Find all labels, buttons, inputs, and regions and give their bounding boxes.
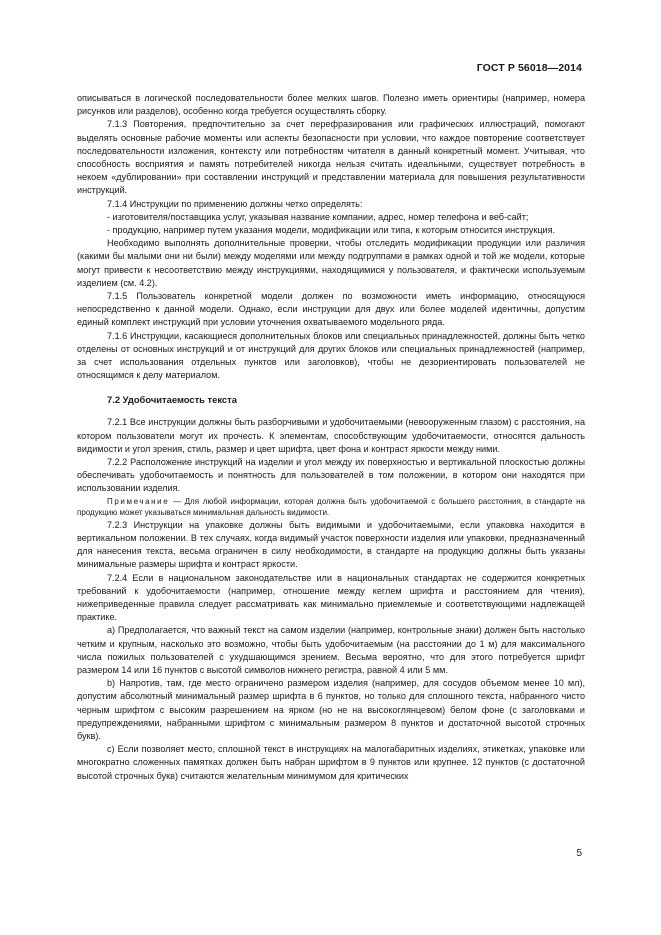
section-heading-7-2: 7.2 Удобочитаемость текста [107, 394, 237, 406]
note-text: — Для любой информации, которая должна быть удобочитаемой с большего расстояния, в стандарте на продукцию может указываться минимальная дальность видимости. [77, 496, 585, 518]
paragraph-7-1-6: 7.1.6 Инструкции, касающиеся дополнительных блоков или специальных принадлежностей, должны быть четко отделены от основных инструкций и от инструкций для других блоков или специальных принадлежностей (например, за счет использования отдельных пунктов или заголовков), чтобы не дезориентировать пользователей не относящимся к делу материалом. [77, 330, 585, 381]
page-number: 5 [576, 848, 582, 859]
paragraph-item-c: c) Если позволяет место, сплошной текст в инструкциях на малогабаритных изделиях, этикетках, упаковке или многократно сложенных памятках должен быть набран шрифтом в 9 пунктов или крупнее. 12 пунктов (с достаточной высотой строчных букв) считаются желательным минимумом для критических [77, 744, 585, 781]
paragraph-item-b: b) Напротив, там, где место ограничено размером изделия (например, для сосудов объемом менее 10 мл), допустим абсолютный минимальный размер шрифта в 6 пунктов, но только для сплошного текста, набранного чисто черным шрифтом с высоким разрешением на ярком (но не на высокоглянцевом) белом фоне (с заголовками и предупреждениями, набранными шрифтом с минимальным размером 8 пунктов и достаточной высотой строчных букв). [77, 678, 585, 741]
paragraph-7-1-4: 7.1.4 Инструкции по применению должны четко определять: [107, 198, 363, 209]
paragraph-7-2-1: 7.2.1 Все инструкции должны быть разборчивыми и удобочитаемыми (невооруженным глазом) с расстояния, на котором пользователи могут их прочесть. К элементам, способствующим удобочитаемости, относятся дальность видимости и угол зрения, стиль, размер и цвет шрифта, цвет фона и контраст яркости между ними. [77, 417, 585, 454]
paragraph-7-1-3: 7.1.3 Повторения, предпочтительно за счет перефразирования или графических иллюстраций, помогают выделять основные рабочие моменты или аспекты безопасности при условии, что каждое повторение соответствует последовательности изложения, контексту или потребностям читателя в данный конкретный момент. Учитывая, что способность восприятия и память потребителей никогда нельзя считать идеальными, существует потребность в некоем «дублировании» при составлении инструкций и представлении материала для повышения результативности инструкций. [77, 119, 585, 196]
paragraph-continuation: описываться в логической последовательности более мелких шагов. Полезно иметь ориентиры (например, номера рисунков или разделов), особенно когда требуется осуществлять сборку. [77, 93, 585, 117]
paragraph-checks: Необходимо выполнять дополнительные проверки, чтобы отследить модификации продукции или различия (какими бы малыми они ни были) между моделями или между подгруппами в рамках одной и той же модели, которые могут привести к несоответствию между инструкциями, находящимися у пользователя, и фактически используемым изделием (см. 4.2). [77, 238, 585, 288]
note [77, 496, 585, 519]
list-item-product: - продукцию, например путем указания модели, модификации или типа, к которым относится инструкция. [107, 225, 556, 236]
paragraph-7-1-5: 7.1.5 Пользователь конкретной модели должен по возможности иметь информацию, относящуюся непосредственно к данной модели. Однако, если инструкции для двух или более моделей идентичны, допустим единый комплект инструкций при условии уточнения охватываемого модельного ряда. [77, 291, 585, 328]
note-label: Примечание [107, 496, 170, 506]
paragraph-item-a: a) Предполагается, что важный текст на самом изделии (например, контрольные знаки) должен быть настолько четким и крупным, насколько это возможно, чтобы быть удобочитаемым (на расстоянии до 1 м) для максимального числа пожилых пользователей с ухудшающимся зрением. Весьма вероятно, что для этого потребуется шрифт размером 14 или 16 пунктов с высотой символов нижнего регистра, равной 4 или 5 мм. [77, 625, 585, 675]
standard-header: ГОСТ Р 56018—2014 [476, 62, 582, 74]
document-body [77, 92, 585, 783]
paragraph-7-2-3: 7.2.3 Инструкции на упаковке должны быть видимыми и удобочитаемыми, если упаковка находится в вертикальном положении. В тех случаях, когда видимый участок поверхности изделия или упаковки, предназначенный для нанесения текста, весьма ограничен в силу необходимости, в стандарте на продукцию должны быть указаны минимальные размеры шрифта и контраст яркости. [77, 519, 585, 570]
paragraph-7-2-4: 7.2.4 Если в национальном законодательстве или в национальных стандартах не содержится конкретных требований к удобочитаемости (например, отношение между кеглем шрифта и расстоянием для чтения), нижеприведенные правила следует рассматривать как минимально приемлемые и соответствующими надлежащей практике. [77, 572, 585, 623]
list-item-manufacturer: - изготовителя/поставщика услуг, указывая название компании, адрес, номер телефона и веб-сайт; [107, 211, 529, 222]
paragraph-7-2-2: 7.2.2 Расположение инструкций на изделии и угол между их поверхностью и вертикальной плоскостью должны обеспечивать удобочитаемость и понятность для пользователей в том положении, в котором они находятся при использовании изделия. [77, 457, 585, 494]
